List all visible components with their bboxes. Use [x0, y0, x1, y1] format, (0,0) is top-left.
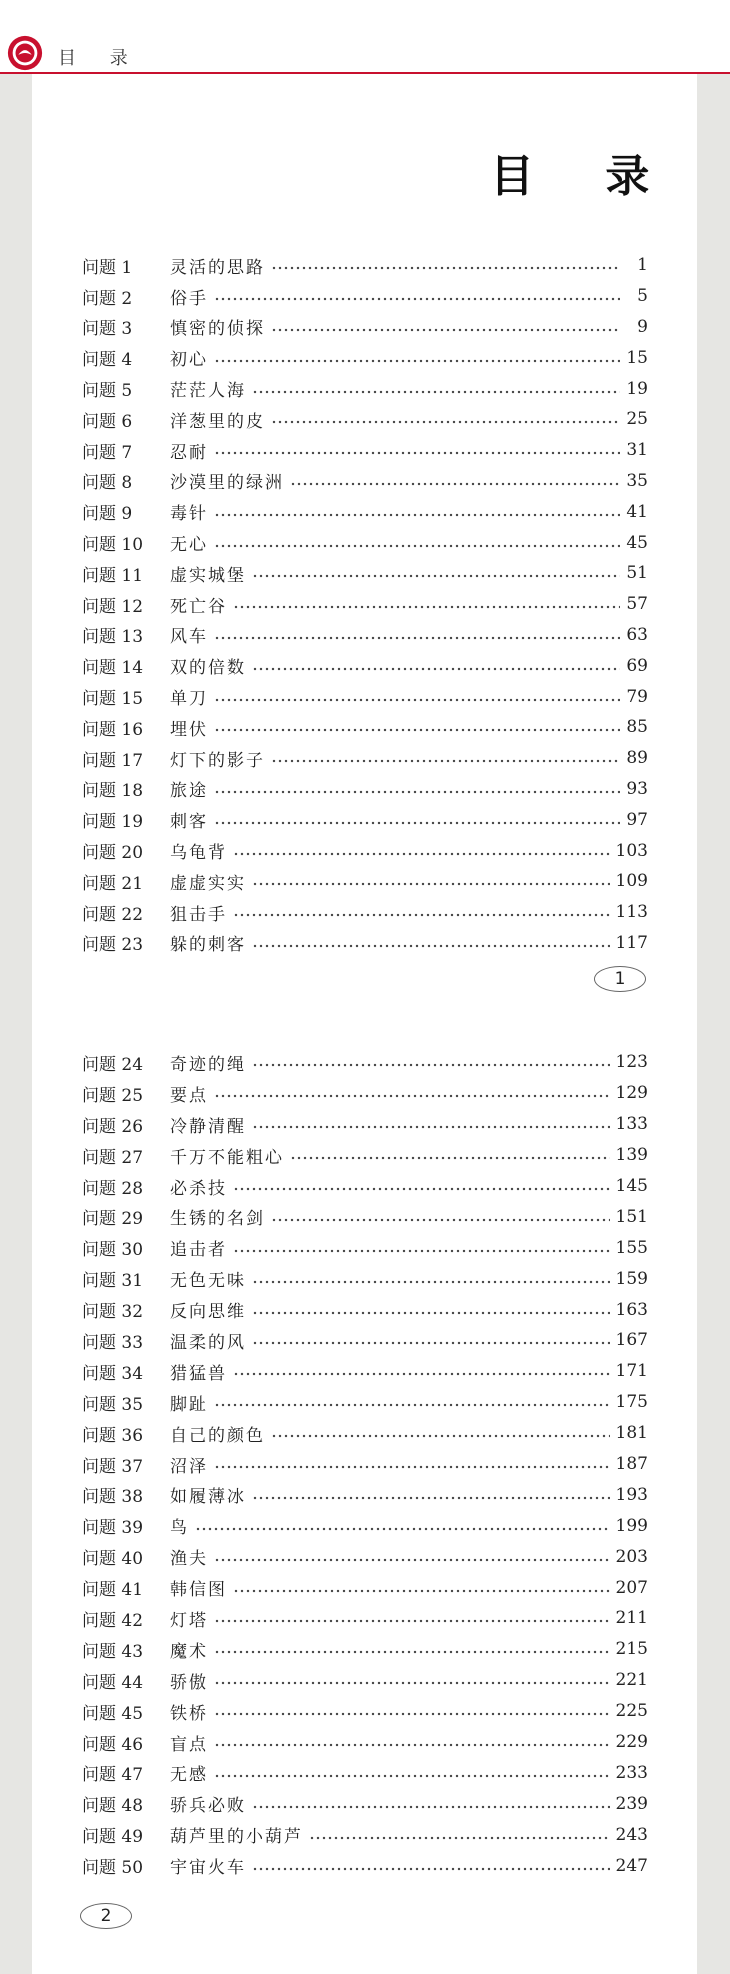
toc-entry[interactable] [82, 1510, 648, 1541]
toc-entry-title: 渔夫 [170, 1549, 208, 1570]
toc-entry-page: 243 [615, 1824, 648, 1845]
toc-entry[interactable] [82, 1634, 648, 1665]
dot-leader [233, 852, 610, 856]
toc-entry-title: 自己的颜色 [170, 1425, 265, 1446]
toc-entry-page: 51 [626, 563, 648, 584]
toc-entry-title: 灯下的影子 [170, 750, 265, 771]
toc-entry[interactable] [82, 1356, 648, 1387]
toc-entry-title: 韩信图 [170, 1580, 227, 1601]
toc-entry[interactable] [82, 774, 648, 805]
toc-entry-number: 问题 14 [82, 658, 144, 679]
toc-entry-title: 无色无味 [170, 1271, 246, 1292]
toc-entry[interactable] [82, 1541, 648, 1572]
toc-entry[interactable] [82, 1850, 648, 1881]
dot-leader [252, 390, 620, 394]
toc-entry-number: 问题 3 [82, 319, 133, 340]
toc-entry[interactable] [82, 866, 648, 897]
toc-entry[interactable] [82, 1572, 648, 1603]
toc-entry-page: 199 [615, 1515, 648, 1536]
toc-entry-number: 问题 28 [82, 1178, 144, 1199]
toc-entry-title: 如履薄冰 [170, 1487, 246, 1508]
toc-entry[interactable] [82, 681, 648, 712]
toc-entry-page: 225 [615, 1701, 648, 1722]
toc-entry[interactable] [82, 404, 648, 435]
toc-entry-page: 35 [626, 470, 648, 491]
toc-entry-number: 问题 48 [82, 1796, 144, 1817]
dot-leader [214, 544, 620, 548]
dot-leader [214, 698, 620, 702]
toc-entry-number: 问题 36 [82, 1425, 144, 1446]
toc-entry[interactable] [82, 897, 648, 928]
dot-leader [214, 1681, 610, 1685]
toc-entry[interactable] [82, 1819, 648, 1850]
toc-entry-page: 97 [626, 809, 648, 830]
toc-entry-title: 埋伏 [170, 719, 208, 740]
toc-entry-page: 167 [615, 1330, 648, 1351]
toc-entry-number: 问题 16 [82, 719, 144, 740]
toc-entry-title: 初心 [170, 350, 208, 371]
toc-entry-page: 79 [626, 686, 648, 707]
left-page-gutter [0, 74, 32, 1974]
toc-entry-title: 要点 [170, 1085, 208, 1106]
toc-entry-page: 211 [615, 1608, 648, 1629]
toc-entry-number: 问题 7 [82, 442, 133, 463]
toc-entry-title: 铁桥 [170, 1703, 208, 1724]
toc-entry-number: 问题 9 [82, 504, 133, 525]
toc-entry-number: 问题 2 [82, 288, 133, 309]
toc-entry-page: 221 [615, 1670, 648, 1691]
toc-entry-number: 问题 37 [82, 1456, 144, 1477]
toc-entry-page: 117 [615, 932, 648, 953]
dot-leader [214, 636, 620, 640]
toc-entry[interactable] [82, 1171, 648, 1202]
toc-entry-number: 问题 22 [82, 904, 144, 925]
toc-entry-title: 慎密的侦探 [170, 319, 265, 340]
dot-leader [233, 1249, 610, 1253]
toc-entry-title: 脚趾 [170, 1394, 208, 1415]
toc-entry-page: 93 [626, 778, 648, 799]
toc-entry-number: 问题 11 [82, 565, 144, 586]
dot-leader [252, 944, 610, 948]
dot-leader [214, 1619, 610, 1623]
toc-list-part1 [82, 250, 648, 958]
toc-entry[interactable] [82, 589, 648, 620]
toc-entry-title: 乌龟背 [170, 843, 227, 864]
toc-entry[interactable] [82, 1232, 648, 1263]
toc-entry[interactable] [82, 620, 648, 651]
toc-entry-title: 骄傲 [170, 1672, 208, 1693]
toc-entry[interactable] [82, 342, 648, 373]
toc-entry[interactable] [82, 281, 648, 312]
toc-entry-number: 问题 32 [82, 1302, 144, 1323]
toc-entry-number: 问题 25 [82, 1085, 144, 1106]
toc-entry-title: 刺客 [170, 812, 208, 833]
toc-entry-page: 239 [615, 1793, 648, 1814]
dot-leader [214, 1558, 610, 1562]
dot-leader [271, 759, 620, 763]
toc-entry[interactable] [82, 1294, 648, 1325]
toc-entry[interactable] [82, 373, 648, 404]
toc-entry-title: 躲的刺客 [170, 935, 246, 956]
toc-entry-title: 洋葱里的皮 [170, 411, 265, 432]
header-bar [0, 0, 730, 74]
school-emblem-icon [6, 34, 44, 72]
dot-leader [271, 1218, 610, 1222]
toc-entry-title: 葫芦里的小葫芦 [170, 1827, 303, 1848]
toc-entry-title: 温柔的风 [170, 1332, 246, 1353]
toc-entry[interactable] [82, 650, 648, 681]
toc-entry-title: 魔术 [170, 1641, 208, 1662]
toc-entry-number: 问题 39 [82, 1518, 144, 1539]
dot-leader [233, 1589, 610, 1593]
toc-entry-page: 193 [615, 1484, 648, 1505]
dot-leader [214, 513, 620, 517]
dot-leader [252, 882, 610, 886]
toc-entry-page: 41 [626, 501, 648, 522]
toc-entry-title: 反向思维 [170, 1302, 246, 1323]
dot-leader [214, 451, 620, 455]
toc-entry-page: 163 [615, 1299, 648, 1320]
toc-entry-title: 必杀技 [170, 1178, 227, 1199]
toc-entry-page: 89 [626, 748, 648, 769]
toc-entry-title: 盲点 [170, 1734, 208, 1755]
toc-entry-title: 狙击手 [170, 904, 227, 925]
dot-leader [214, 1774, 610, 1778]
toc-entry-page: 159 [615, 1268, 648, 1289]
toc-entry[interactable] [82, 1727, 648, 1758]
page-number-badge: 1 [594, 966, 646, 992]
toc-entry-number: 问题 35 [82, 1394, 144, 1415]
dot-leader [271, 1434, 610, 1438]
toc-entry-page: 57 [626, 594, 648, 615]
right-page-gutter [697, 74, 730, 1974]
toc-list-part2 [82, 1047, 648, 1881]
toc-entry-page: 15 [626, 347, 648, 368]
toc-entry-title: 宇宙火车 [170, 1858, 246, 1879]
toc-entry-number: 问题 10 [82, 535, 144, 556]
toc-entry-number: 问题 27 [82, 1147, 144, 1168]
dot-leader [252, 1311, 610, 1315]
toc-entry-title: 忍耐 [170, 442, 208, 463]
toc-entry[interactable] [82, 712, 648, 743]
toc-entry-page: 1 [637, 255, 648, 276]
toc-entry-page: 175 [615, 1392, 648, 1413]
toc-entry-number: 问题 21 [82, 873, 144, 894]
dot-leader [271, 328, 620, 332]
toc-entry-title: 风车 [170, 627, 208, 648]
toc-entry-page: 129 [615, 1083, 648, 1104]
toc-entry-title: 沼泽 [170, 1456, 208, 1477]
header-title: 目 录 [58, 48, 142, 69]
toc-entry-number: 问题 42 [82, 1610, 144, 1631]
dot-leader [214, 1403, 610, 1407]
toc-entry-title: 虚虚实实 [170, 873, 246, 894]
toc-entry-number: 问题 5 [82, 381, 133, 402]
toc-entry-number: 问题 18 [82, 781, 144, 802]
dot-leader [214, 359, 620, 363]
dot-leader [252, 1280, 610, 1284]
toc-entry-page: 85 [626, 717, 648, 738]
toc-entry-number: 问题 34 [82, 1363, 144, 1384]
toc-entry-number: 问题 38 [82, 1487, 144, 1508]
toc-entry-number: 问题 26 [82, 1116, 144, 1137]
toc-entry[interactable] [82, 1109, 648, 1140]
page-title: 目 录 [490, 151, 678, 202]
dot-leader [252, 1341, 610, 1345]
toc-entry[interactable] [82, 435, 648, 466]
dot-leader [252, 574, 620, 578]
toc-entry[interactable] [82, 1047, 648, 1078]
toc-entry-number: 问题 17 [82, 750, 144, 771]
toc-entry-title: 双的倍数 [170, 658, 246, 679]
toc-entry-number: 问题 13 [82, 627, 144, 648]
toc-entry-page: 229 [615, 1732, 648, 1753]
toc-entry-number: 问题 43 [82, 1641, 144, 1662]
toc-entry-number: 问题 40 [82, 1549, 144, 1570]
dot-leader [214, 1712, 610, 1716]
toc-entry-page: 247 [615, 1855, 648, 1876]
toc-entry-number: 问题 41 [82, 1580, 144, 1601]
toc-entry-number: 问题 33 [82, 1332, 144, 1353]
dot-leader [252, 1063, 610, 1067]
toc-entry-number: 问题 30 [82, 1240, 144, 1261]
toc-entry-page: 145 [615, 1176, 648, 1196]
toc-entry-page: 19 [626, 378, 648, 399]
dot-leader [252, 1867, 610, 1871]
toc-entry-page: 233 [615, 1762, 648, 1783]
toc-entry-title: 旅途 [170, 781, 208, 802]
toc-entry-number: 问题 6 [82, 411, 133, 432]
toc-entry[interactable] [82, 1140, 648, 1171]
dot-leader [309, 1836, 610, 1840]
toc-entry-number: 问题 31 [82, 1271, 144, 1292]
toc-entry[interactable] [82, 527, 648, 558]
toc-entry[interactable] [82, 743, 648, 774]
dot-leader [214, 728, 620, 732]
dot-leader [214, 1465, 610, 1469]
page-number-badge: 2 [80, 1903, 132, 1929]
toc-entry-number: 问题 15 [82, 689, 144, 710]
toc-entry-title: 灯塔 [170, 1610, 208, 1631]
toc-entry-number: 问题 12 [82, 596, 144, 617]
toc-entry-page: 123 [615, 1052, 648, 1073]
toc-entry-number: 问题 44 [82, 1672, 144, 1693]
toc-entry-title: 俗手 [170, 288, 208, 309]
toc-entry[interactable] [82, 466, 648, 497]
toc-entry[interactable] [82, 804, 648, 835]
toc-entry-page: 45 [626, 532, 648, 553]
dot-leader [214, 1743, 610, 1747]
dot-leader [252, 1805, 610, 1809]
toc-entry-number: 问题 4 [82, 350, 133, 371]
toc-entry-title: 无感 [170, 1765, 208, 1786]
toc-entry[interactable] [82, 1387, 648, 1418]
toc-entry-number: 问题 1 [82, 257, 133, 278]
toc-entry[interactable] [82, 1078, 648, 1109]
toc-entry[interactable] [82, 928, 648, 959]
toc-entry[interactable] [82, 312, 648, 343]
toc-entry-title: 沙漠里的绿洲 [170, 473, 284, 494]
toc-entry-page: 171 [615, 1361, 648, 1382]
dot-leader [233, 605, 620, 609]
toc-entry-page: 155 [615, 1237, 648, 1258]
dot-leader [214, 790, 620, 794]
toc-entry[interactable] [82, 1757, 648, 1788]
toc-entry-title: 冷静清醒 [170, 1116, 246, 1137]
dot-leader [214, 1094, 610, 1098]
toc-entry-number: 问题 49 [82, 1827, 144, 1848]
toc-entry-title: 猎猛兽 [170, 1363, 227, 1384]
dot-leader [252, 1125, 610, 1129]
toc-entry-number: 问题 47 [82, 1765, 144, 1786]
toc-entry-number: 问题 8 [82, 473, 133, 494]
dot-leader [214, 1650, 610, 1654]
dot-leader [252, 667, 620, 671]
toc-entry[interactable] [82, 1325, 648, 1356]
toc-entry-title: 追击者 [170, 1240, 227, 1261]
toc-entry-number: 问题 50 [82, 1858, 144, 1879]
toc-entry-number: 问题 24 [82, 1054, 144, 1075]
toc-entry-title: 鸟 [170, 1518, 189, 1539]
toc-entry-title: 死亡谷 [170, 596, 227, 617]
toc-entry[interactable] [82, 496, 648, 527]
toc-entry-page: 139 [615, 1145, 648, 1166]
toc-entry-title: 茫茫人海 [170, 381, 246, 402]
toc-entry-number: 问题 46 [82, 1734, 144, 1755]
toc-entry-page: 203 [615, 1546, 648, 1567]
dot-leader [214, 821, 620, 825]
toc-entry-page: 113 [615, 902, 648, 923]
toc-entry[interactable] [82, 1263, 648, 1294]
dot-leader [290, 1156, 610, 1160]
toc-entry-page: 9 [637, 316, 648, 337]
toc-entry-page: 5 [637, 286, 648, 307]
dot-leader [290, 482, 620, 486]
toc-entry[interactable] [82, 1788, 648, 1819]
toc-entry[interactable] [82, 1665, 648, 1696]
dot-leader [271, 266, 620, 270]
toc-entry-title: 灵活的思路 [170, 257, 265, 278]
toc-entry[interactable] [82, 1418, 648, 1449]
toc-entry-page: 207 [615, 1577, 648, 1598]
toc-entry-title: 虚实城堡 [170, 565, 246, 586]
dot-leader [195, 1527, 610, 1531]
toc-entry-page: 181 [615, 1423, 648, 1444]
toc-entry-page: 69 [626, 655, 648, 676]
toc-entry-number: 问题 23 [82, 935, 144, 956]
toc-entry-title: 骄兵必败 [170, 1796, 246, 1817]
dot-leader [233, 913, 610, 917]
toc-entry-page: 103 [615, 840, 648, 861]
dot-leader [233, 1187, 610, 1191]
toc-entry[interactable] [82, 250, 648, 281]
toc-entry-title: 毒针 [170, 504, 208, 525]
toc-entry[interactable] [82, 558, 648, 589]
dot-leader [252, 1496, 610, 1500]
toc-entry-title: 奇迹的绳 [170, 1054, 246, 1075]
toc-entry-number: 问题 19 [82, 812, 144, 833]
toc-entry-page: 151 [615, 1206, 648, 1227]
toc-entry[interactable] [82, 1603, 648, 1634]
toc-entry-page: 31 [626, 440, 648, 461]
toc-entry-number: 问题 20 [82, 843, 144, 864]
dot-leader [233, 1372, 610, 1376]
toc-entry[interactable] [82, 1696, 648, 1727]
toc-entry[interactable] [82, 1449, 648, 1480]
dot-leader [271, 420, 620, 424]
toc-entry[interactable] [82, 1479, 648, 1510]
toc-entry[interactable] [82, 835, 648, 866]
toc-entry-title: 千万不能粗心 [170, 1147, 284, 1168]
toc-entry-title: 生锈的名剑 [170, 1209, 265, 1230]
toc-entry-number: 问题 45 [82, 1703, 144, 1724]
toc-entry-page: 25 [626, 409, 648, 430]
toc-entry-page: 133 [615, 1114, 648, 1135]
toc-entry-page: 109 [615, 871, 648, 892]
toc-entry[interactable] [82, 1201, 648, 1232]
toc-entry-number: 问题 29 [82, 1209, 144, 1230]
toc-entry-page: 215 [615, 1639, 648, 1660]
dot-leader [214, 297, 620, 301]
toc-entry-page: 63 [626, 624, 648, 645]
toc-entry-title: 单刀 [170, 689, 208, 710]
toc-entry-title: 无心 [170, 535, 208, 556]
toc-entry-page: 187 [615, 1454, 648, 1475]
